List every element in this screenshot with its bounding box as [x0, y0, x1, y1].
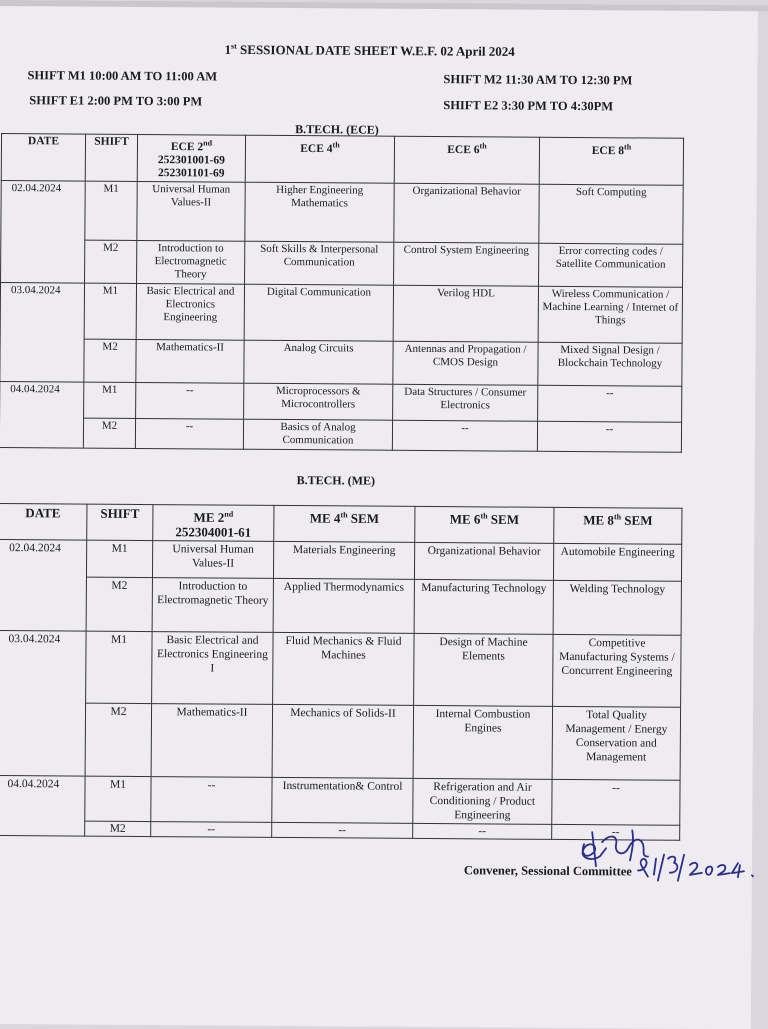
subject-cell: --: [272, 823, 413, 839]
convener-signature-label: Convener, Sessional Committee: [463, 863, 632, 879]
subject-cell: Design of Machine Elements: [414, 634, 553, 707]
table-row: [0, 282, 682, 343]
subject-cell: Refrigeration and Air Conditioning / Product Engineering: [413, 779, 552, 825]
ece-6th-column-header: ECE 6th: [394, 136, 539, 184]
subject-cell: Manufacturing Technology: [414, 580, 553, 635]
subject-cell: Antennas and Propagation / CMOS Design: [393, 341, 538, 385]
subject-cell: Organizational Behavior: [394, 183, 539, 243]
date-column-header: DATE: [1, 134, 85, 181]
shift-e2-timing: SHIFT E2 3:30 PM TO 4:30PM: [443, 98, 614, 114]
subject-cell: --: [552, 825, 680, 841]
subject-cell: --: [135, 418, 243, 449]
ece-8th-column-header: ECE 8th: [539, 137, 683, 185]
shift-cell: M2: [86, 577, 152, 631]
subject-cell: Soft Computing: [539, 184, 683, 244]
shift-cell: M2: [84, 339, 136, 382]
subject-cell: Mathematics-II: [151, 704, 273, 778]
subject-cell: --: [552, 780, 680, 826]
page-top-edge: [0, 0, 768, 11]
table-row: [0, 631, 681, 708]
subject-cell: Mechanics of Solids-II: [272, 705, 414, 779]
table-row: [0, 381, 682, 422]
subject-cell: Instrumentation& Control: [272, 778, 413, 824]
subject-cell: --: [392, 420, 537, 451]
table-header-row: [1, 134, 683, 186]
subject-cell: Higher Engineering Mathematics: [245, 182, 394, 242]
subject-cell: Error correcting codes / Satellite Communication: [539, 243, 683, 287]
date-cell: 04.04.2024: [0, 776, 85, 837]
subject-cell: Digital Communication: [244, 284, 393, 341]
subject-cell: Materials Engineering: [273, 542, 414, 580]
subject-cell: --: [537, 421, 681, 452]
subject-cell: Welding Technology: [553, 581, 681, 636]
shift-cell: M1: [86, 540, 152, 577]
me-6th-column-header: ME 6th SEM: [415, 506, 554, 543]
subject-cell: Soft Skills & Interpersonal Communication: [245, 241, 394, 285]
date-cell: 03.04.2024: [0, 631, 86, 777]
shift-cell: M1: [84, 283, 136, 339]
subject-cell: Internal Combustion Engines: [413, 706, 553, 780]
shift-cell: M1: [86, 631, 153, 703]
subject-cell: --: [136, 382, 244, 419]
subject-cell: Wireless Communication / Machine Learning / Internet of Things: [538, 286, 682, 343]
subject-cell: Analog Circuits: [244, 340, 393, 384]
table-row: [0, 776, 680, 826]
subject-cell: Competitive Manufacturing Systems / Concurrent Engineering: [553, 635, 681, 708]
me-schedule-table: [0, 503, 682, 841]
subject-cell: Mixed Signal Design / Blockchain Technology: [538, 342, 682, 386]
shift-cell: M2: [83, 418, 135, 448]
subject-cell: Verilog HDL: [393, 285, 538, 342]
shift-cell: M1: [85, 776, 151, 821]
me-section-title: B.TECH. (ME): [296, 473, 376, 488]
shift-m2-timing: SHIFT M2 11:30 AM TO 12:30 PM: [443, 72, 633, 88]
subject-cell: --: [151, 822, 272, 838]
table-row: [1, 239, 683, 287]
subject-cell: Fluid Mechanics & Fluid Machines: [273, 633, 414, 706]
table-header-row: [0, 504, 682, 545]
me-8th-column-header: ME 8th SEM: [554, 507, 682, 544]
subject-cell: Automobile Engineering: [553, 544, 681, 582]
date-cell: 04.04.2024: [0, 381, 84, 448]
shift-cell: M2: [85, 703, 152, 776]
shift-cell: M1: [85, 181, 137, 240]
subject-cell: Universal Human Values-II: [152, 541, 273, 579]
page-title: 1st SESSIONAL DATE SHEET W.E.F. 02 April 2024: [224, 41, 515, 59]
subject-cell: Applied Thermodynamics: [273, 579, 414, 634]
shift-column-header: SHIFT: [85, 134, 137, 181]
subject-cell: Introduction to Electromagnetic Theory: [152, 578, 273, 633]
subject-cell: Data Structures / Consumer Electronics: [393, 384, 538, 421]
subject-cell: --: [538, 385, 682, 422]
ece-2nd-column-header: ECE 2nd 252301001-69 252301101-69: [137, 134, 245, 182]
subject-cell: Mathematics-II: [136, 339, 244, 383]
date-column-header: DATE: [0, 504, 87, 541]
table-row: [0, 703, 681, 781]
ece-schedule-table: [0, 133, 684, 453]
subject-cell: --: [413, 824, 552, 840]
shift-cell: M2: [85, 240, 137, 283]
table-row: [1, 180, 683, 244]
shift-cell: M2: [85, 821, 151, 836]
subject-cell: Basic Electrical and Electronics Engineering I: [152, 632, 273, 705]
shift-column-header: SHIFT: [87, 504, 153, 541]
date-cell: 03.04.2024: [0, 282, 85, 382]
subject-cell: Microprocessors & Microcontrollers: [244, 383, 393, 420]
date-cell: 02.04.2024: [0, 540, 87, 632]
ece-4th-column-header: ECE 4th: [245, 135, 394, 183]
subject-cell: --: [151, 777, 272, 823]
table-row: [0, 417, 682, 452]
me-2nd-column-header: ME 2nd 252304001-61: [153, 505, 274, 542]
table-row: [0, 577, 681, 636]
shift-e1-timing: SHIFT E1 2:00 PM TO 3:00 PM: [29, 93, 203, 109]
subject-cell: Introduction to Electromagnetic Theory: [137, 240, 245, 284]
subject-cell: Basic Electrical and Electronics Engineering: [136, 283, 244, 340]
subject-cell: Total Quality Management / Energy Conservation and Management: [552, 707, 681, 781]
date-cell: 02.04.2024: [1, 180, 86, 283]
subject-cell: Universal Human Values-II: [137, 181, 245, 241]
ece-section-title: B.TECH. (ECE): [295, 122, 379, 137]
me-4th-column-header: ME 4th SEM: [274, 505, 415, 542]
shift-m1-timing: SHIFT M1 10:00 AM TO 11:00 AM: [27, 68, 218, 84]
table-row: [0, 540, 682, 582]
subject-cell: Basics of Analog Communication: [243, 419, 392, 450]
subject-cell: Organizational Behavior: [414, 543, 553, 581]
subject-cell: Control System Engineering: [394, 242, 539, 286]
table-row: [0, 338, 682, 386]
shift-cell: M1: [84, 382, 136, 418]
